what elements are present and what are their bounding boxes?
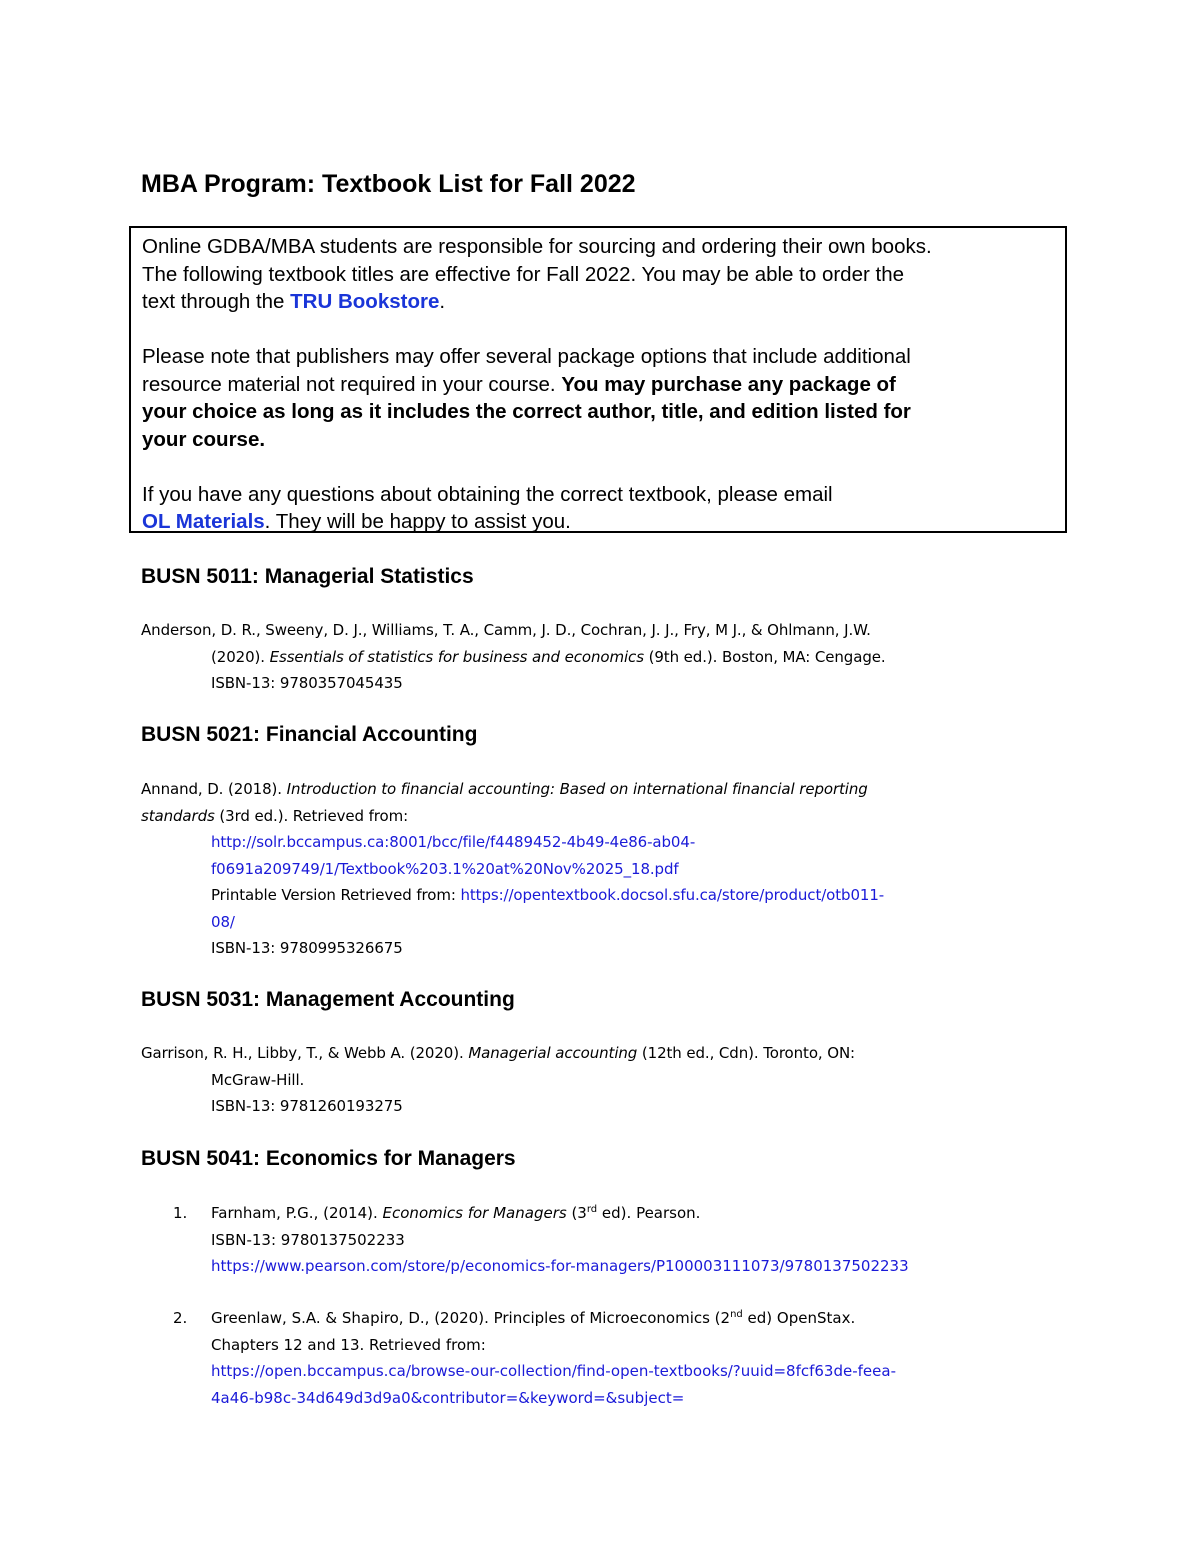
reference-busn-5031: Garrison, R. H., Libby, T., & Webb A. (2020). Managerial accounting (12th ed., Cdn). Toronto, ON: McGraw-Hill. ISBN-13: 9781260193275 — [141, 1040, 1061, 1120]
ol-materials-link[interactable]: OL Materials — [142, 510, 265, 533]
isbn: ISBN-13: 9780357045435 — [211, 674, 403, 692]
course-heading-busn-5021: BUSN 5021: Financial Accounting — [141, 723, 478, 746]
page-title: MBA Program: Textbook List for Fall 2022 — [141, 170, 636, 198]
list-item: 2. Greenlaw, S.A. & Shapiro, D., (2020). Principles of Microeconomics (2nd ed) OpenStax. Chapters 12 and 13. Retrieved from: https://open.bccampus.ca/browse-our-collection/find-open-textbooks/?uuid=8fcf63de-feea- 4a46-b98c-34d649d3d9a0&contributor=&keyword=&subject= — [141, 1305, 896, 1411]
notice-paragraph-2: Please note that publishers may offer several package options that include additional resource material not required in your course. You may purchase any package of your choice as long as it includes the correct author, title, and edition listed for your course. — [142, 345, 911, 451]
isbn: ISBN-13: 9780137502233 — [211, 1230, 405, 1249]
solr-bccampus-link[interactable]: http://solr.bccampus.ca:8001/bcc/file/f4489452-4b49-4e86-ab04- — [211, 833, 696, 851]
list-marker: 1. — [173, 1204, 188, 1222]
notice-box — [129, 226, 1067, 533]
course-heading-busn-5031: BUSN 5031: Management Accounting — [141, 988, 515, 1011]
tru-bookstore-link[interactable]: TRU Bookstore — [290, 290, 440, 313]
pearson-link[interactable]: https://www.pearson.com/store/p/economics-for-managers/P100003111073/9780137502233 — [211, 1257, 909, 1275]
open-bccampus-link-cont[interactable]: 4a46-b98c-34d649d3d9a0&contributor=&keyword=&subject= — [211, 1388, 685, 1407]
opentextbook-link-cont[interactable]: 08/ — [211, 912, 235, 931]
isbn: ISBN-13: 9781260193275 — [211, 1097, 403, 1115]
course-heading-busn-5041: BUSN 5041: Economics for Managers — [141, 1147, 516, 1170]
solr-bccampus-link-cont[interactable]: f0691a209749/1/Textbook%203.1%20at%20Nov%2025_18.pdf — [211, 859, 679, 878]
opentextbook-link[interactable]: https://opentextbook.docsol.sfu.ca/store/product/otb011- — [460, 886, 885, 904]
reference-busn-5011: Anderson, D. R., Sweeny, D. J., Williams, T. A., Camm, J. D., Cochran, J. J., Fry, M J., & Ohlmann, J.W. (2020). Essentials of statistics for business and economics (9th ed.). Boston, MA: Cengage. ISBN-13: 9780357045435 — [141, 617, 1061, 697]
open-bccampus-link[interactable]: https://open.bccampus.ca/browse-our-collection/find-open-textbooks/?uuid=8fcf63de-feea- — [211, 1362, 896, 1380]
reference-busn-5021: Annand, D. (2018). Introduction to financial accounting: Based on international financial reporting standards (3rd ed.). Retrieved from: http://solr.bccampus.ca:8001/bcc/file/f4489452-4b49-4e86-ab04- f0691a209749/1/Textbook%203.1%20at%20Nov%2025_18.pdf Printable Version Retrieved from: https://opentextbook.docsol.sfu.ca/store/product/otb011- 08/ ISBN-13: 9780995326675 — [141, 776, 1061, 962]
notice-paragraph-3: If you have any questions about obtaining the correct textbook, please email OL Materials. They will be happy to assist you. — [142, 482, 833, 533]
isbn: ISBN-13: 9780995326675 — [211, 939, 403, 957]
list-item: 1. Farnham, P.G., (2014). Economics for Managers (3rd ed). Pearson. ISBN-13: 9780137502233 https://www.pearson.com/store/p/economics-for-managers/P100003111073/9780137502233 — [141, 1200, 909, 1280]
notice-paragraph-1: Online GDBA/MBA students are responsible for sourcing and ordering their own books. The following textbook titles are effective for Fall 2022. You may be able to order the text through the TRU Bookstore. — [142, 235, 932, 313]
course-heading-busn-5011: BUSN 5011: Managerial Statistics — [141, 565, 474, 588]
list-marker: 2. — [173, 1309, 188, 1327]
